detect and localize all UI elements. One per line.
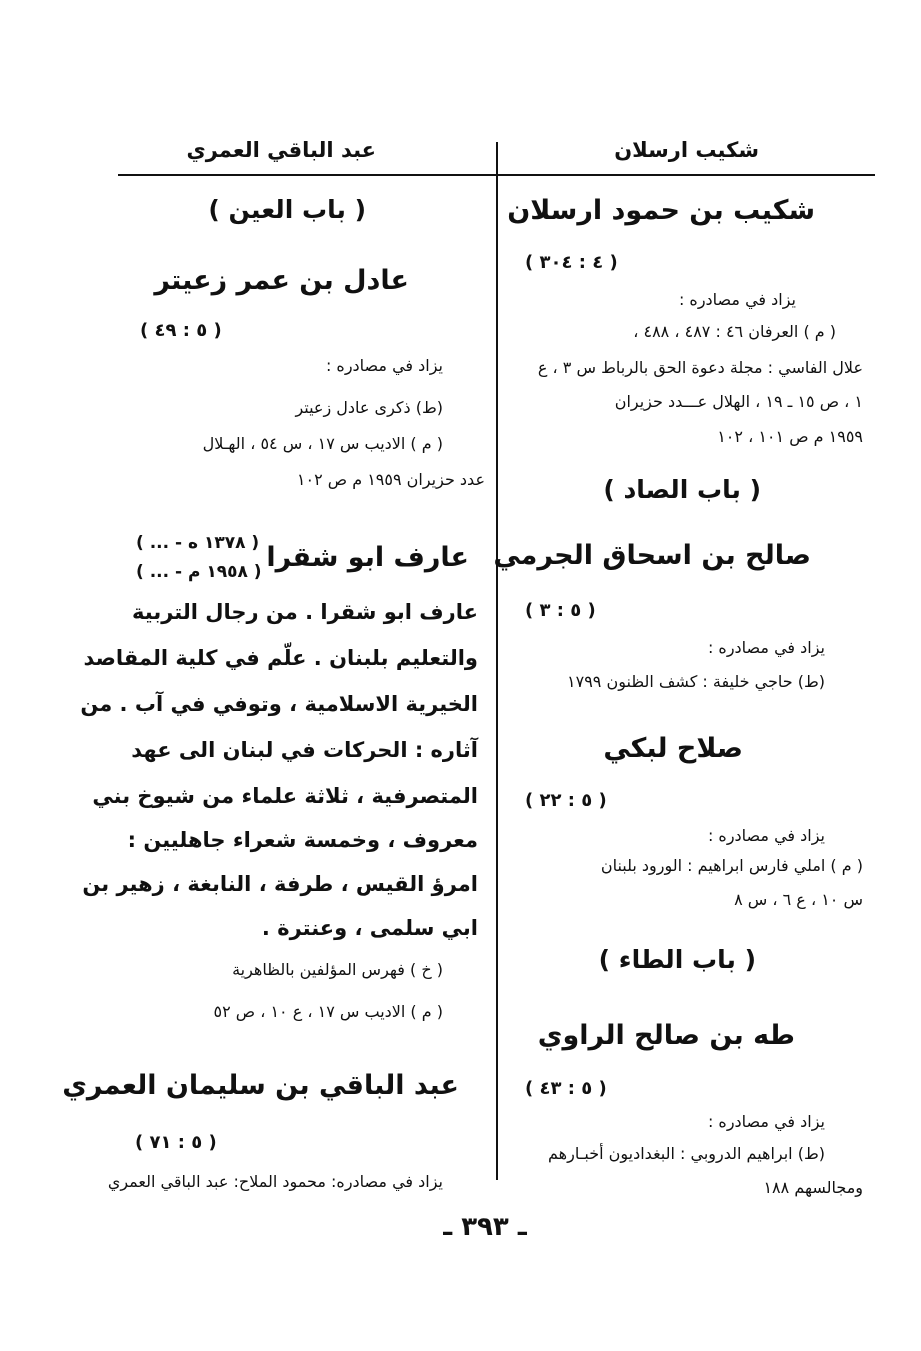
source-line: ( م ) العرفان ٤٦ : ٤٨٧ ، ٤٨٨ ،: [633, 322, 836, 341]
sources-label: يزاد في مصادره :: [678, 290, 796, 309]
source-line: ( خ ) فهرس المؤلفين بالظاهرية: [232, 960, 443, 979]
source-line: ١ ، ص ١٥ ـ ١٩ ، الهلال عـــدد حزيران: [614, 392, 863, 411]
source-line: ١٩٥٩ م ص ١٠١ ، ١٠٢: [717, 427, 863, 446]
bio-line: معروف ، وخمسة شعراء جاهليين :: [127, 828, 478, 852]
entry-title: عبد الباقي بن سليمان العمري: [62, 1070, 459, 1101]
sources-label: يزاد في مصادره :: [707, 826, 825, 845]
entry-title: عادل بن عمر زعيتر: [154, 265, 409, 296]
section-heading: ( باب العين ): [208, 195, 366, 224]
entry-title: طه بن صالح الراوي: [537, 1020, 795, 1051]
sources-label: يزاد في مصادره :: [325, 356, 443, 375]
entry-title: صالح بن اسحاق الجرمي: [493, 540, 811, 571]
section-heading: ( باب الصاد ): [603, 475, 761, 504]
running-header-right: شكيب ارسلان: [614, 138, 759, 162]
death-date-hijri: ( ... - ١٣٧٨ ه ): [136, 533, 260, 553]
source-line: س ١٠ ، ع ٦ ، س ٨: [734, 890, 863, 909]
source-line: (ط) ذكرى عادل زعيتر: [295, 398, 443, 417]
column-divider: [496, 142, 498, 1180]
source-line: ومجالسهم ١٨٨: [763, 1178, 863, 1197]
source-line: ( م ) الاديب س ١٧ ، ع ١٠ ، ص ٥٢: [213, 1002, 443, 1021]
source-line: علال الفاسي : مجلة دعوة الحق بالرباط س ٣ ، ع: [537, 358, 863, 377]
entry-ref: ( ٥ : ٢٢ ): [525, 790, 607, 811]
bio-line: امرؤ القيس ، طرفة ، النابغة ، زهير بن: [82, 872, 478, 896]
source-line: (ط) حاجي خليفة : كشف الظنون ١٧٩٩: [567, 672, 825, 691]
entry-title: عارف ابو شقرا: [266, 542, 469, 573]
entry-title: صلاح لبكي: [603, 733, 743, 764]
bio-line: آثاره : الحركات في لبنان الى عهد: [131, 738, 478, 762]
page-number: ـ ٣٩٣ ـ: [443, 1212, 527, 1242]
entry-ref: ( ٤ : ٣٠٤ ): [525, 252, 618, 273]
death-date-gregorian: ( ... - ١٩٥٨ م ): [136, 562, 262, 582]
source-line: (ط) ابراهيم الدروبي : البغداديون أخبـارهم: [548, 1144, 825, 1163]
entry-ref: ( ٥ : ٤٩ ): [140, 320, 222, 341]
source-line: عدد حزيران ١٩٥٩ م ص ١٠٢: [296, 470, 485, 489]
sources-label: يزاد في مصادره :: [707, 638, 825, 657]
entry-ref: ( ٥ : ٤٣ ): [525, 1078, 607, 1099]
source-line: ( م ) املي فارس ابراهيم : الورود بلبنان: [600, 856, 863, 875]
bio-line: ابي سلمى ، وعنترة .: [261, 916, 478, 940]
bio-line: عارف ابو شقرا . من رجال التربية: [132, 600, 478, 624]
source-line: ( م ) الاديب س ١٧ ، س ٥٤ ، الهـلال: [202, 434, 443, 453]
source-line: يزاد في مصادره: محمود الملاح: عبد الباقي العمري: [107, 1172, 443, 1191]
entry-title: شكيب بن حمود ارسلان: [507, 195, 815, 226]
running-header-left: عبد الباقي العمري: [186, 138, 376, 162]
bio-line: والتعليم بلبنان . علّم في كلية المقاصد: [83, 646, 478, 670]
sources-label: يزاد في مصادره :: [707, 1112, 825, 1131]
entry-ref: ( ٥ : ٧١ ): [135, 1132, 217, 1153]
section-heading: ( باب الطاء ): [598, 945, 756, 974]
bio-line: الخيرية الاسلامية ، وتوفي في آب . من: [80, 692, 478, 716]
entry-ref: ( ٥ : ٣ ): [525, 600, 596, 621]
bio-line: المتصرفية ، ثلاثة علماء من شيوخ بني: [92, 784, 478, 808]
